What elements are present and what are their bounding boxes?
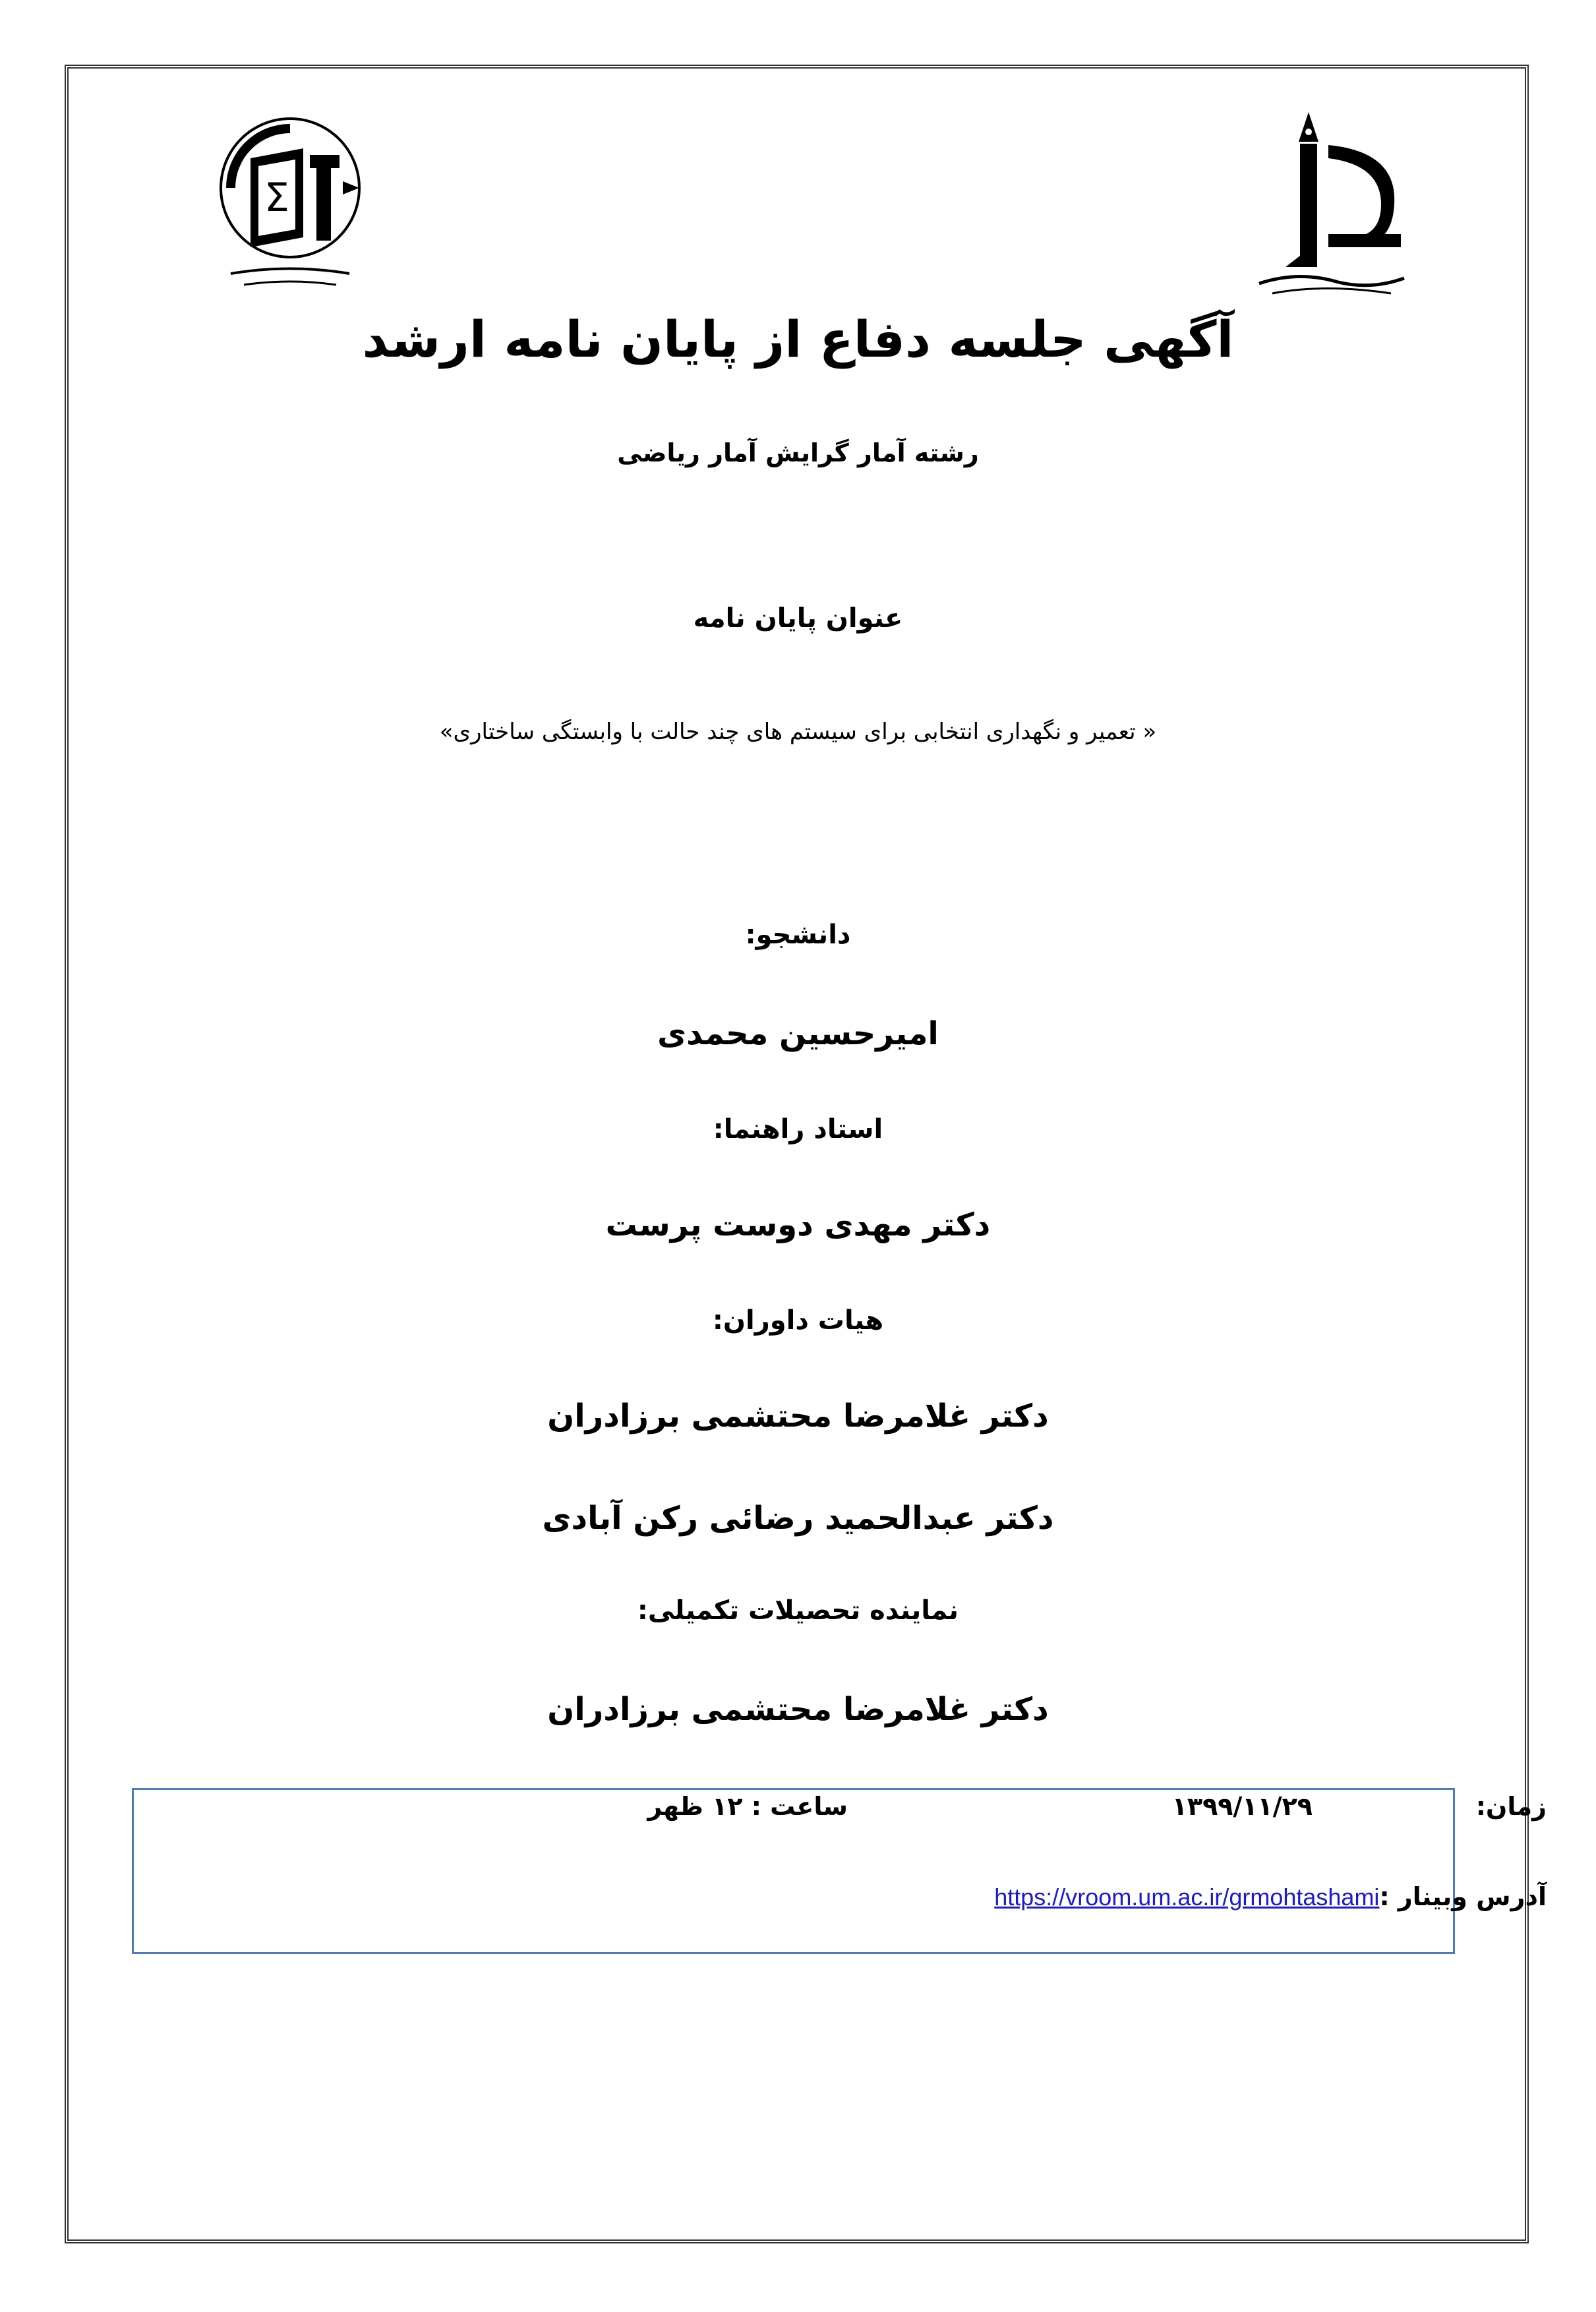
graduate-rep-name: دکتر غلامرضا محتشمی برزادران	[547, 1691, 1049, 1728]
webinar-row	[994, 1882, 1547, 1911]
date-label: زمان:	[1475, 1792, 1547, 1821]
time-value: ساعت : ۱۲ ظهر	[647, 1792, 848, 1821]
thesis-title: « تعمیر و نگهداری انتخابی برای سیستم های چند حالت با وابستگی ساختاری»	[439, 719, 1157, 745]
date-value: ۱۳۹۹/۱۱/۲۹	[1171, 1792, 1313, 1821]
advisor-label: استاد راهنما:	[713, 1114, 883, 1144]
jury-label: هیات داوران:	[712, 1305, 884, 1336]
sigma-book-logo-icon	[204, 105, 376, 297]
svg-text:Σ: Σ	[264, 175, 289, 221]
jury-member: دکتر عبدالحمید رضائی رکن آبادی	[542, 1500, 1054, 1537]
advisor-name: دکتر مهدی دوست پرست	[605, 1206, 991, 1243]
jury-member: دکتر غلامرضا محتشمی برزادران	[547, 1398, 1049, 1435]
student-name: امیرحسین محمدی	[657, 1015, 939, 1052]
graduate-rep-label: نماینده تحصیلات تکمیلی:	[637, 1595, 959, 1626]
thesis-title-label: عنوان پایان نامه	[693, 603, 903, 634]
webinar-link[interactable]: https://vroom.um.ac.ir/grmohtashami	[994, 1883, 1380, 1911]
university-logo	[1246, 105, 1417, 303]
pen-nib-logo-icon	[1246, 105, 1417, 303]
webinar-label: آدرس وبینار :	[1379, 1882, 1547, 1911]
faculty-logo	[204, 105, 376, 297]
page-title: آگهی جلسه دفاع از پایان نامه ارشد	[362, 310, 1234, 369]
field-of-study: رشته آمار گرایش آمار ریاضی	[617, 438, 979, 467]
student-label: دانشجو:	[745, 920, 851, 950]
